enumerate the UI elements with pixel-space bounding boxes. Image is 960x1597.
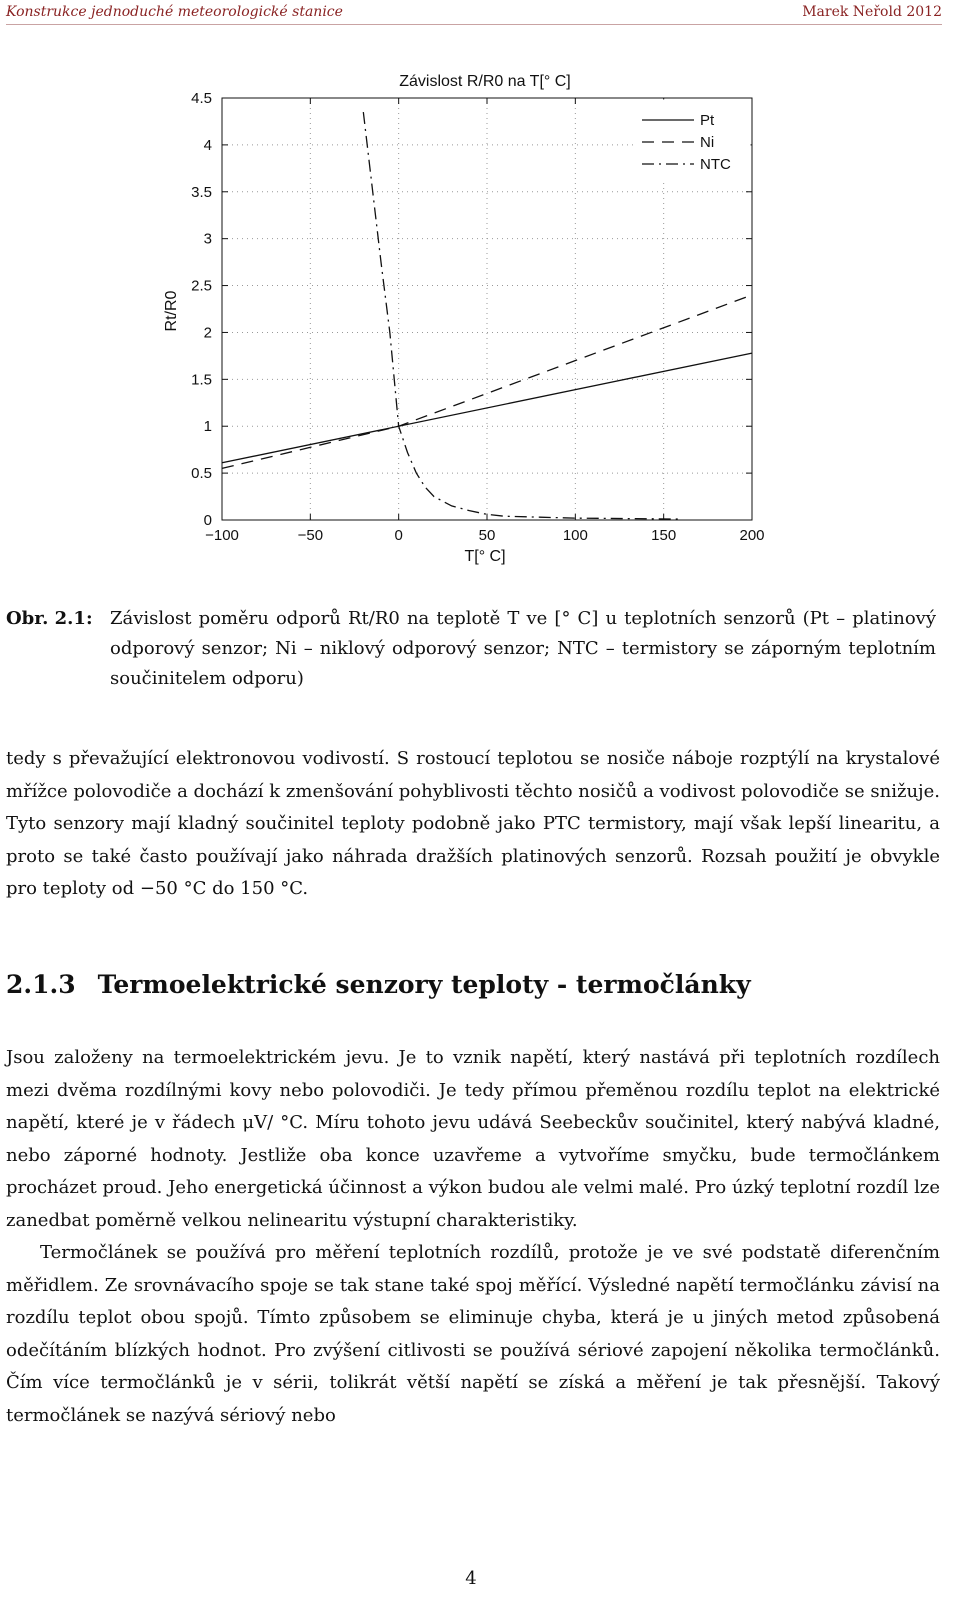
paragraph-text: Jsou založeny na termoelektrickém jevu. Je to vznik napětí, který nastává při teplotních rozdílech mezi dvěma rozdílnými kovy nebo polovodiči. Je tedy přímou přeměnou rozdílu teplot na elektrické napětí, které je v řádech μV/ °C. Míru tohoto jevu udává Seebeckův součinitel, který nabývá kladné, nebo záporné hodnoty. Jestliže oba konce uzavřeme a vytvoříme smyčku, bude termočlánkem procházet proud. Jeho energetická účinnost a výkon budou ale velmi malé. Pro úzký teplotní rozdíl lze zanedbat poměrně velkou nelinearitu výstupní charakteristiky. [6, 1047, 940, 1231]
legend-box [634, 100, 750, 182]
x-tick-label: 50 [478, 527, 496, 544]
section-number: 2.1.3 [6, 970, 76, 999]
chart-legend [634, 100, 750, 182]
series-line-pt [222, 353, 752, 463]
y-tick-label: 0.5 [191, 465, 212, 483]
header-title: Konstrukce jednoduché meteorologické stanice [6, 4, 343, 20]
body-paragraphs-2 [6, 1042, 940, 1432]
caption-label: Obr. 2.1: [6, 608, 93, 629]
chart-ylabel: Rt/R0 [163, 290, 180, 332]
paragraph-text: Termočlánek se používá pro měření teplotních rozdílů, protože je ve své podstatě diferenčním měřidlem. Ze srovnávacího spoje se tak stane také spoj měřící. Výsledné napětí termočlánku závisí na rozdílu teplot obou spojů. Tímto způsobem se eliminuje chyba, která je u jiných metod způsobená odečítáním blízkých hodnot. Pro zvýšení citlivosti se používá sériové zapojení několika termočlánků. Čím více termočlánků je v sérii, tolikrát větší napětí se získá a měření je tak přesnější. Takový termočlánek se nazývá sériový nebo [6, 1242, 940, 1426]
x-tick-label: −50 [297, 527, 324, 544]
legend-label: Pt [700, 112, 715, 129]
legend-label: Ni [700, 134, 715, 151]
x-tick-label: 100 [562, 527, 588, 544]
y-tick-label: 3 [203, 230, 212, 248]
x-tick-label: −100 [205, 527, 239, 544]
y-tick-label: 0 [203, 512, 212, 529]
y-tick-label: 1 [203, 418, 212, 436]
x-tick-label: 150 [651, 527, 677, 544]
section-title: Termoelektrické senzory teploty - termočlánky [97, 970, 751, 999]
page-header [6, 0, 942, 25]
y-tick-label: 4 [203, 136, 212, 154]
caption-text: Závislost poměru odporů Rt/R0 na teplotě T ve [° C] u teplotních senzorů (Pt – platinový odporový senzor; Ni – niklový odporový senzor; NTC – termistory se záporným teplotním součinitelem odporu) [110, 608, 936, 689]
chart-title: Závislost R/R0 na T[° C] [399, 73, 571, 90]
y-tick-label: 2 [203, 324, 212, 342]
y-tick-label: 3.5 [191, 183, 212, 201]
series-line-ni [222, 295, 752, 468]
figure-caption [6, 604, 936, 694]
x-tick-label: 200 [739, 527, 765, 544]
x-tick-label: 0 [394, 527, 403, 544]
header-author: Marek Neřold 2012 [802, 4, 942, 20]
chart-container [150, 56, 790, 586]
section-heading [6, 970, 751, 999]
y-tick-label: 4.5 [191, 90, 212, 107]
chart-svg [150, 56, 790, 586]
page-number: 4 [465, 1568, 477, 1589]
chart-xlabel: T[° C] [464, 548, 506, 565]
legend-label: NTC [700, 156, 731, 173]
body-paragraph-1 [6, 743, 940, 906]
y-tick-label: 1.5 [191, 371, 212, 389]
paragraph-text: tedy s převažující elektronovou vodivostí. S rostoucí teplotou se nosiče náboje rozptýlí na krystalové mřížce polovodiče a dochází k zmenšování pohyblivosti těchto nosičů a vodivost polovodiče se snižuje. Tyto senzory mají kladný součinitel teploty podobně jako PTC termistory, mají však lepší linearitu, a proto se také často používají jako náhrada dražších platinových senzorů. Rozsah použití je obvykle pro teploty od −50 °C do 150 °C. [6, 748, 940, 899]
y-tick-label: 2.5 [191, 277, 212, 295]
